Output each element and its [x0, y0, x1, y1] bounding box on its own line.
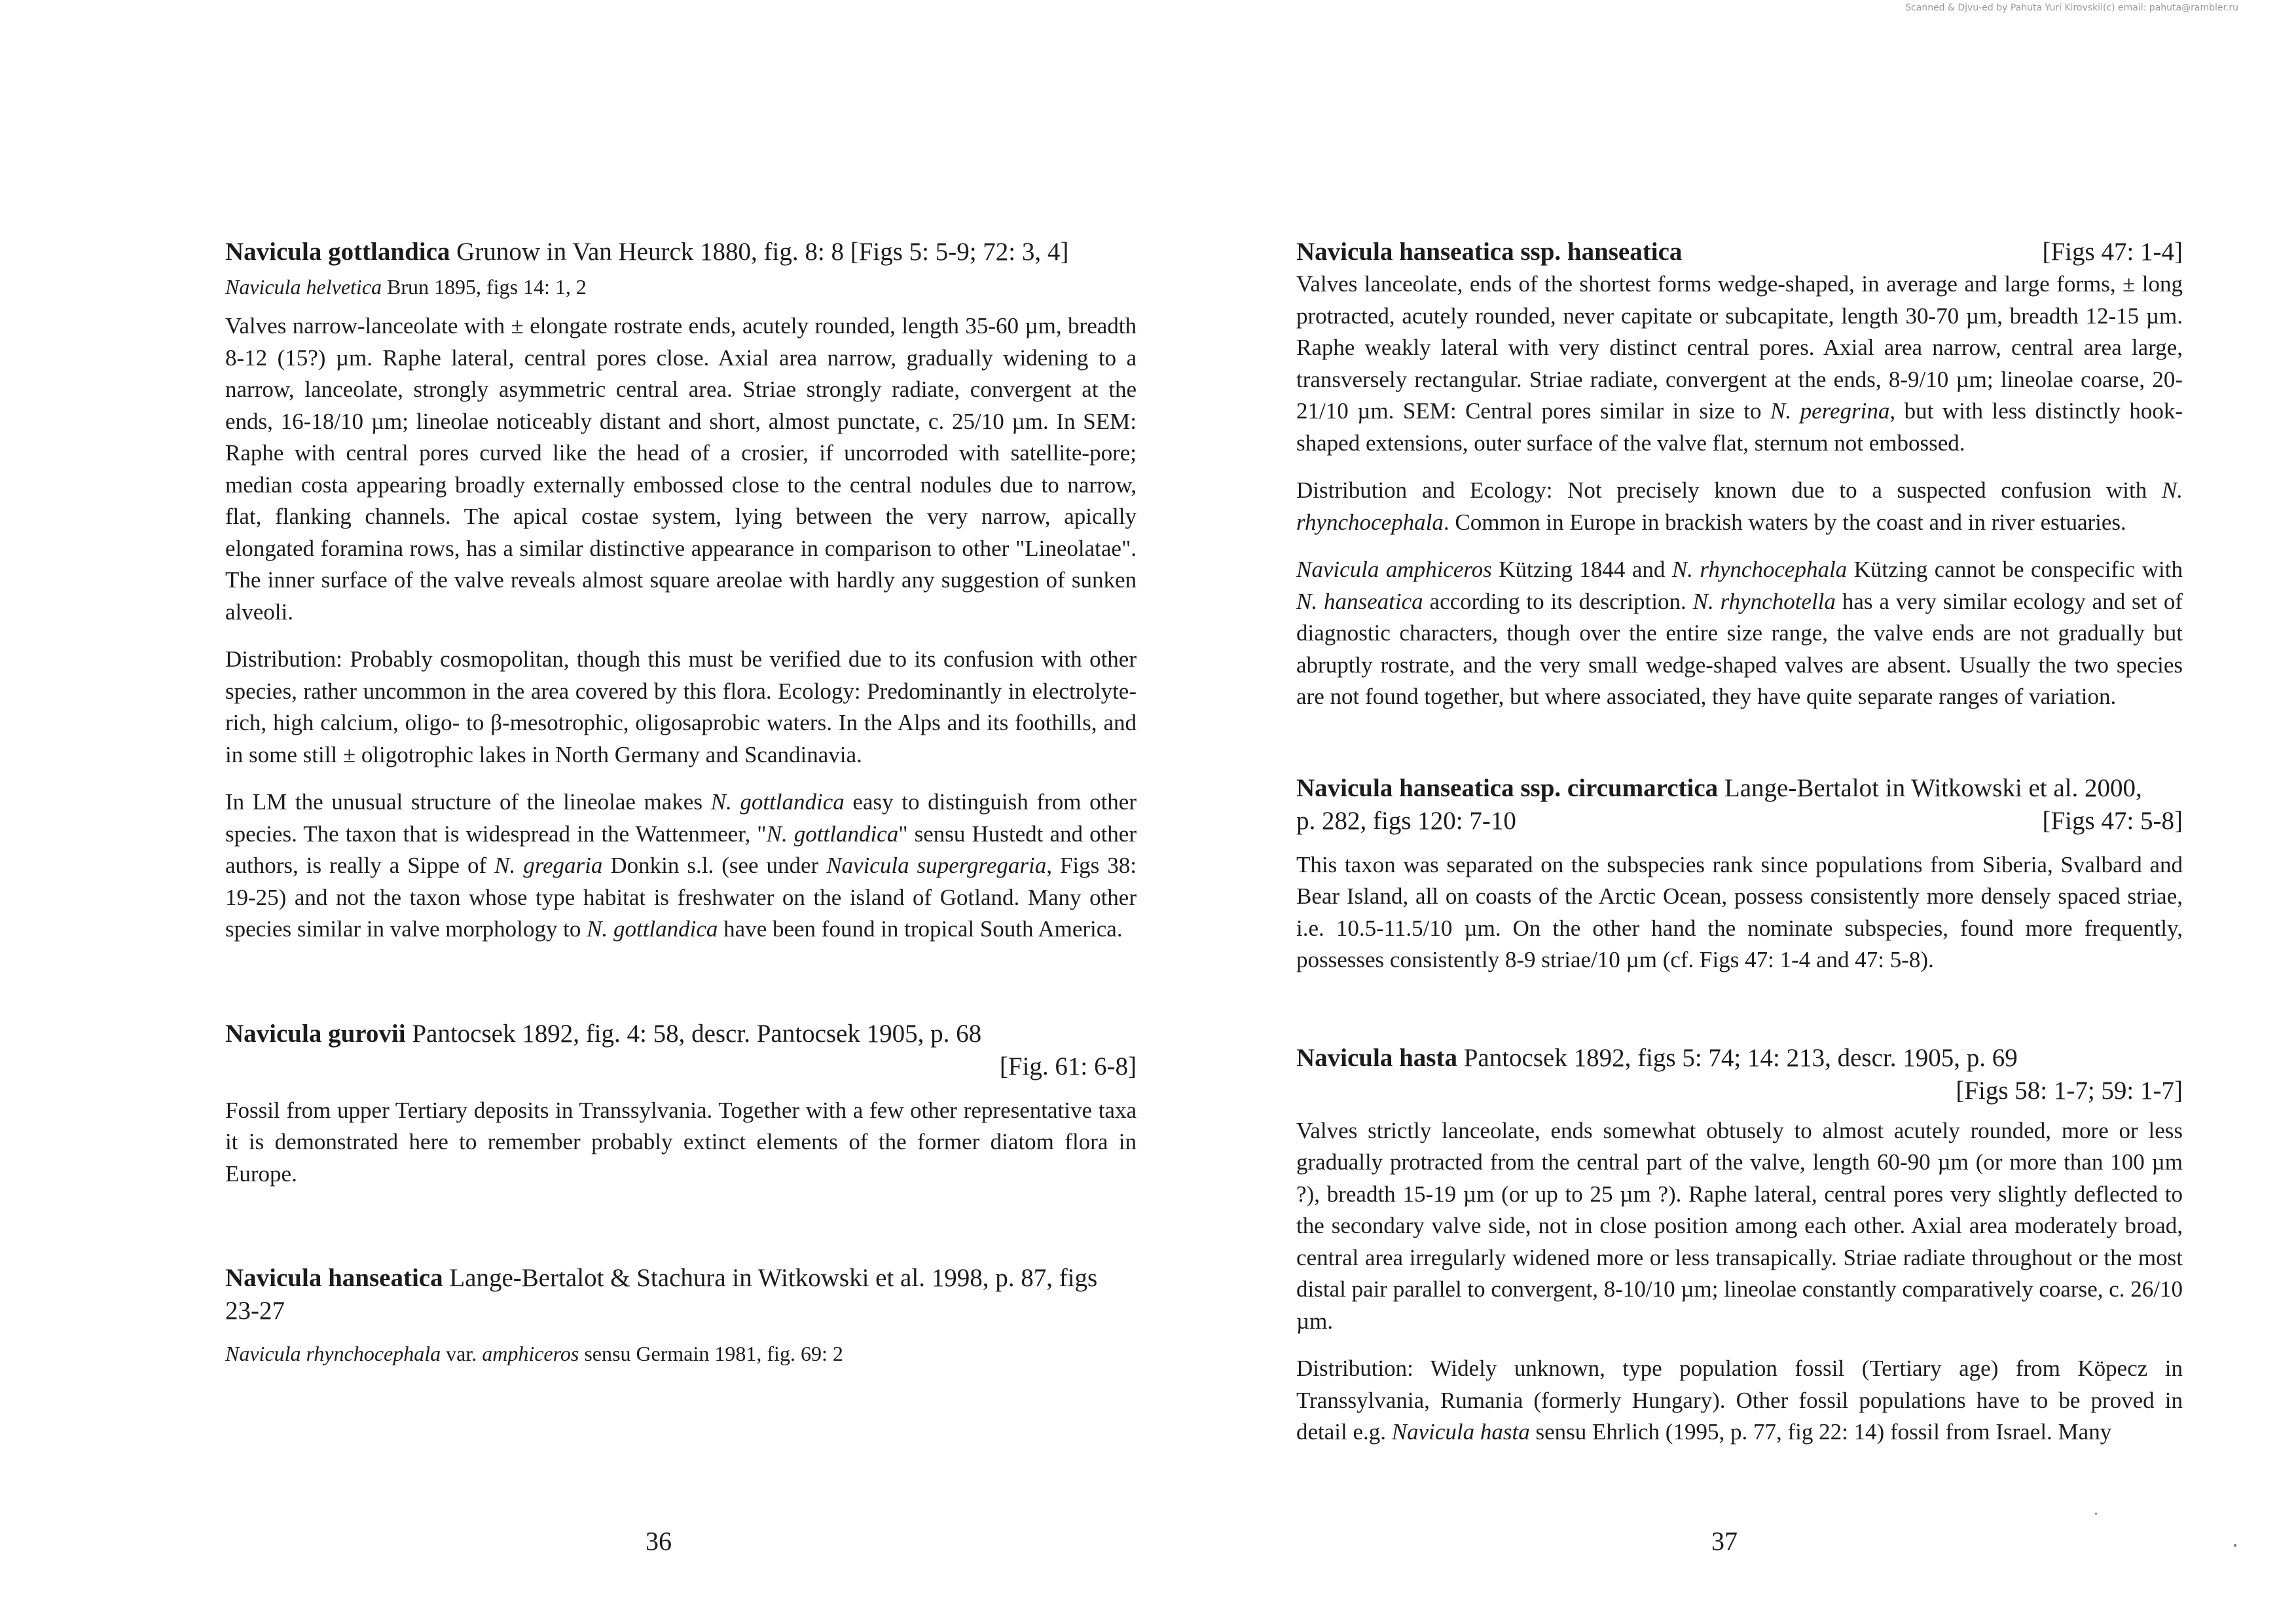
taxon-name: Navicula gottlandica: [225, 238, 450, 266]
description-paragraph: Valves lanceolate, ends of the shortest forms wedge-shaped, in average and large forms, ± long protracted, acutely rounded, never capitate or subcapitate, length 30-70 µm, breadth 12-15 µm. Raphe weakly lateral with very distinct central pores. Axial area narrow, central area large, transversely rectangular. Striae radiate, convergent at the ends, 8-9/10 µm; lineolae coarse, 20-21/10 µm. SEM: Central pores similar in size to N. peregrina, but with less distinctly hook-shaped extensions, outer surface of the valve flat, sternum not embossed.: [1296, 271, 2183, 456]
right-page: [1296, 236, 2183, 1521]
synonym-name: Navicula rhynchocephala: [225, 1342, 441, 1365]
entry-hanseatica-ssp-circumarctica: [1296, 772, 2183, 976]
entry-heading: [225, 1262, 1137, 1327]
synonym: Navicula rhynchocephala var. amphiceros sensu Germain 1981, fig. 69: 2: [225, 1342, 843, 1365]
entry-hasta: [1296, 1042, 2183, 1449]
taxon-name: Navicula hanseatica ssp. circumarctica: [1296, 773, 1719, 802]
description-paragraph: This taxon was separated on the subspecies rank since populations from Siberia, Svalbard and Bear Island, all on coasts of the Arctic Ocean, possess consistently more densely spaced striae, i.e. 10.5-11.5/10 µm. On the other hand the nominate subspecies, found more frequently, possesses consistently 8-9 striae/10 µm (cf. Figs 47: 1-4 and 47: 5-8).: [1296, 851, 2183, 972]
entry-gurovii: [225, 1018, 1137, 1190]
taxon-name: Navicula hanseatica ssp. hanseatica: [1296, 238, 1683, 266]
figure-reference: [Figs 47: 1-4]: [2042, 238, 2183, 266]
taxon-authority: Lange-Bertalot in Witkowski et al. 2000,: [1724, 773, 2142, 802]
figure-reference: [Figs 47: 5-8]: [2042, 806, 2183, 835]
distribution-paragraph: Distribution: Widely unknown, type population fossil (Tertiary age) from Köpecz in Transsylvania, Rumania (formerly Hungary). Other fossil populations have to be proved in detail e.g. Navicula hasta sensu Ehrlich (1995, p. 77, fig 22: 14) fossil from Israel. Many: [1296, 1356, 2183, 1445]
remarks-paragraph: Navicula amphiceros Kützing 1844 and N. rhynchocephala Kützing cannot be conspecific with N. hanseatica according to its description. N. rhynchotella has a very similar ecology and set of diagnostic characters, though over the entire size range, the valve ends are not gradually but abruptly rostrate, and the very small wedge-shaped valves are absent. Usually the two species are not found together, but where associated, they have quite separate ranges of variation.: [1296, 557, 2183, 709]
page-number-right: 37: [1711, 1526, 1738, 1556]
scan-speck: [2095, 1513, 2097, 1515]
entry-heading: [225, 1018, 1137, 1050]
figure-reference: [Figs 5: 5-9; 72: 3, 4]: [850, 238, 1069, 266]
entry-heading: [1296, 772, 2183, 805]
taxon-authority: Lange-Bertalot & Stachura in Witkowski et al. 1998, p. 87, figs 23-27: [225, 1264, 1098, 1325]
distribution-paragraph: Distribution: Probably cosmopolitan, though this must be verified due to its confusion with other species, rather uncommon in the area covered by this flora. Ecology: Predominantly in electrolyte-rich, high calcium, oligo- to β-mesotrophic, oligosaprobic waters. In the Alps and its foothills, and in some still ± oligotrophic lakes in North Germany and Scandinavia.: [225, 646, 1137, 767]
figure-reference: [Fig. 61: 6-8]: [999, 1052, 1137, 1080]
description-paragraph: Valves narrow-lanceolate with ± elongate rostrate ends, acutely rounded, length 35-60 µm, breadth 8-12 (15?) µm. Raphe lateral, central pores close. Axial area narrow, gradually widening to a narrow, lanceolate, strongly asymmetric central area. Striae strongly radiate, convergent at the ends, 16-18/10 µm; lineolae noticeably distant and short, almost punctate, c. 25/10 µm. In SEM: Raphe with central pores curved like the head of a crosier, if uncorroded with satellite-pore; median costa appearing broadly externally embossed close to the central nodules due to narrow, flat, flanking channels. The apical costae system, lying between the very narrow, apically elongated foramina rows, has a similar distinctive appearance in comparison to other "Lineolatae". The inner surface of the valve reveals almost square areolae with hardly any suggestion of sunken alveoli.: [225, 313, 1137, 625]
entry-gottlandica: [225, 236, 1137, 946]
taxon-authority: Pantocsek 1892, figs 5: 74; 14: 213, descr. 1905, p. 69: [1463, 1043, 2018, 1072]
distribution-paragraph: Distribution and Ecology: Not precisely known due to a suspected confusion with N. rhynchocephala. Common in Europe in brackish waters by the coast and in river estuaries.: [1296, 477, 2183, 535]
description-paragraph: Valves strictly lanceolate, ends somewhat obtusely to almost acutely rounded, more or less gradually protracted from the central part of the valve, length 60-90 µm (or more than 100 µm ?), breadth 15-19 µm (or up to 25 µm ?). Raphe lateral, central pores very slightly deflected to the secondary valve side, not in close position among each other. Axial area moderately broad, central area irregularly widened more or less transapically. Striae radiate throughout or the most distal pair parallel to convergent, 8-10/10 µm; lineolae constantly comparatively coarse, c. 26/10 µm.: [1296, 1117, 2183, 1334]
synonym: [225, 272, 1137, 301]
description-paragraph: Fossil from upper Tertiary deposits in Transsylvania. Together with a few other representative taxa it is demonstrated here to remember probably extinct elements of the former diatom flora in Europe.: [225, 1097, 1137, 1187]
synonym-ref: Brun 1895, figs 14: 1, 2: [387, 275, 587, 299]
taxon-authority: p. 282, figs 120: 7-10: [1296, 806, 1516, 835]
remarks-paragraph: In LM the unusual structure of the lineolae makes N. gottlandica easy to distinguish from other species. The taxon that is widespread in the Wattenmeer, "N. gottlandica" sensu Hustedt and other authors, is really a Sippe of N. gregaria Donkin s.l. (see under Navicula supergregaria, Figs 38: 19-25) and not the taxon whose type habitat is freshwater on the island of Gotland. Many other species similar in valve morphology to N. gottlandica have been found in tropical South America.: [225, 789, 1137, 942]
entry-heading: [1296, 236, 2183, 268]
entry-hanseatica: [225, 1262, 1137, 1368]
entry-hanseatica-ssp-hanseatica: [1296, 236, 2183, 713]
taxon-authority: Pantocsek 1892, fig. 4: 58, descr. Pantocsek 1905, p. 68: [412, 1019, 982, 1048]
figure-reference: [Figs 58: 1-7; 59: 1-7]: [1956, 1076, 2183, 1105]
synonym-name: Navicula helvetica: [225, 275, 382, 299]
taxon-name: Navicula hanseatica: [225, 1264, 443, 1292]
taxon-name: Navicula hasta: [1296, 1043, 1457, 1072]
scan-speck: [2234, 1544, 2236, 1547]
taxon-name: Navicula gurovii: [225, 1019, 406, 1048]
synonym-ref: sensu Germain 1981, fig. 69: 2: [579, 1342, 843, 1365]
entry-heading-line2: [1296, 805, 2183, 838]
entry-heading: [1296, 1042, 2183, 1075]
left-page: [225, 236, 1137, 1440]
scan-credit: Scanned & Djvu-ed by Pahuta Yuri Kirovskii(c) email: pahuta@rambler.ru: [1905, 3, 2238, 13]
entry-heading: [225, 236, 1137, 268]
taxon-authority: Grunow in Van Heurck 1880, fig. 8: 8: [456, 238, 844, 266]
page-number-left: 36: [646, 1526, 672, 1556]
